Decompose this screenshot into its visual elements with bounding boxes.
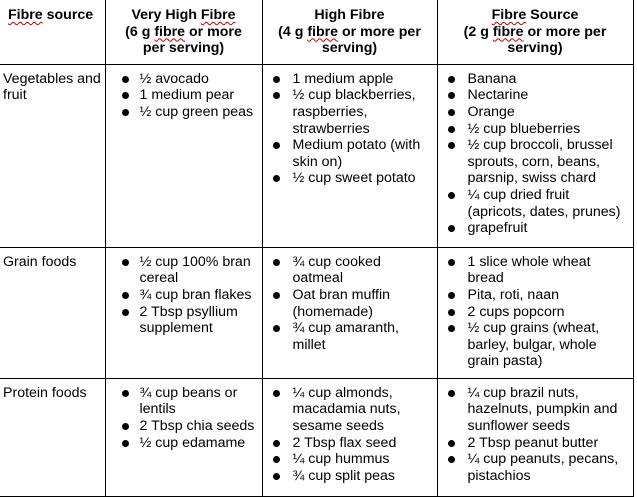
header-word: Fibre <box>491 7 527 23</box>
list-item: 1 slice whole wheat bread <box>438 254 629 287</box>
list-item: 2 Tbsp peanut butter <box>438 435 629 452</box>
list-item: ¼ cup dried fruit (apricots, dates, prunes) <box>438 187 629 220</box>
high-cell <box>262 378 437 496</box>
header-text: serving) <box>321 40 378 57</box>
header-very-high-fibre <box>105 0 262 64</box>
header-text: (2 g <box>463 23 493 40</box>
list-item: ¾ cup beans or lentils <box>106 385 258 418</box>
list-item: ½ cup broccoli, brussel sprouts, corn, beans, parsnip, swiss chard <box>438 137 629 187</box>
food-list <box>438 65 633 237</box>
list-item: Orange <box>438 104 629 121</box>
list-item: ¼ cup almonds, macadamia nuts, sesame seeds <box>263 385 433 435</box>
header-word: Fibre <box>8 7 43 23</box>
header-text: (4 g <box>278 23 308 40</box>
list-item: ½ cup edamame <box>106 435 258 452</box>
food-list <box>438 379 633 485</box>
food-list <box>263 379 437 485</box>
header-fibre-source-2g <box>437 0 633 64</box>
header-word: fibre <box>154 23 186 40</box>
list-item: Banana <box>438 71 629 88</box>
header-high-fibre <box>262 0 437 64</box>
table-row <box>0 378 633 496</box>
list-item: grapefruit <box>438 220 629 237</box>
food-list <box>106 379 262 451</box>
list-item: ½ cup blueberries <box>438 121 629 138</box>
list-item: ¼ cup hummus <box>263 451 433 468</box>
list-item: ½ cup blackberries, raspberries, strawberries <box>263 87 433 137</box>
header-word: Fibre <box>200 7 236 23</box>
very-high-cell <box>105 64 262 247</box>
list-item: Oat bran muffin (homemade) <box>263 287 433 320</box>
list-item: ½ avocado <box>106 71 258 88</box>
list-item: Nectarine <box>438 87 629 104</box>
list-item: ¼ cup brazil nuts, hazelnuts, pumpkin and sunflower seeds <box>438 385 629 435</box>
header-word: fibre <box>492 23 524 40</box>
header-text: source <box>42 7 94 23</box>
list-item: 2 Tbsp psyllium supplement <box>106 304 258 337</box>
list-item: ½ cup sweet potato <box>263 170 433 187</box>
list-item: 2 cups popcorn <box>438 304 629 321</box>
high-cell <box>262 247 437 378</box>
category-cell: Grain foods <box>0 247 105 378</box>
source-cell <box>437 378 633 496</box>
header-text: per serving) <box>142 40 225 57</box>
list-item: 2 Tbsp flax seed <box>263 435 433 452</box>
food-list <box>106 65 262 121</box>
high-cell <box>262 64 437 247</box>
source-cell <box>437 247 633 378</box>
list-item: ¾ cup cooked oatmeal <box>263 254 433 287</box>
list-item: 1 medium apple <box>263 71 433 88</box>
list-item: ½ cup 100% bran cereal <box>106 254 258 287</box>
header-row <box>0 0 633 64</box>
header-text: or more per <box>338 23 421 40</box>
table-row <box>0 247 633 378</box>
list-item: ¾ cup bran flakes <box>106 287 258 304</box>
food-list <box>263 248 437 354</box>
very-high-cell <box>105 378 262 496</box>
list-item: ¼ cup peanuts, pecans, pistachios <box>438 451 629 484</box>
list-item: ½ cup grains (wheat, barley, bulgar, whole grain pasta) <box>438 320 629 370</box>
source-cell <box>437 64 633 247</box>
header-text: (6 g <box>125 23 155 40</box>
very-high-cell <box>105 247 262 378</box>
header-text: Very High <box>131 7 201 23</box>
list-item: ¾ cup split peas <box>263 468 433 485</box>
header-text: Source <box>526 7 579 23</box>
header-word: fibre <box>307 23 339 40</box>
list-item: Medium potato (with skin on) <box>263 137 433 170</box>
header-text: serving) <box>507 40 563 57</box>
list-item: ½ cup green peas <box>106 104 258 121</box>
list-item: ¾ cup amaranth, millet <box>263 320 433 353</box>
food-list <box>106 248 262 337</box>
header-text: or more <box>185 23 242 40</box>
table-row <box>0 64 633 247</box>
list-item: 2 Tbsp chia seeds <box>106 418 258 435</box>
header-fibre-source <box>0 0 105 64</box>
list-item: 1 medium pear <box>106 87 258 104</box>
category-cell: Protein foods <box>0 378 105 496</box>
food-list <box>263 65 437 187</box>
header-text: or more per <box>523 23 607 40</box>
category-cell: Vegetables and fruit <box>0 64 105 247</box>
list-item: Pita, roti, naan <box>438 287 629 304</box>
food-list <box>438 248 633 370</box>
header-text: High Fibre <box>314 7 385 23</box>
